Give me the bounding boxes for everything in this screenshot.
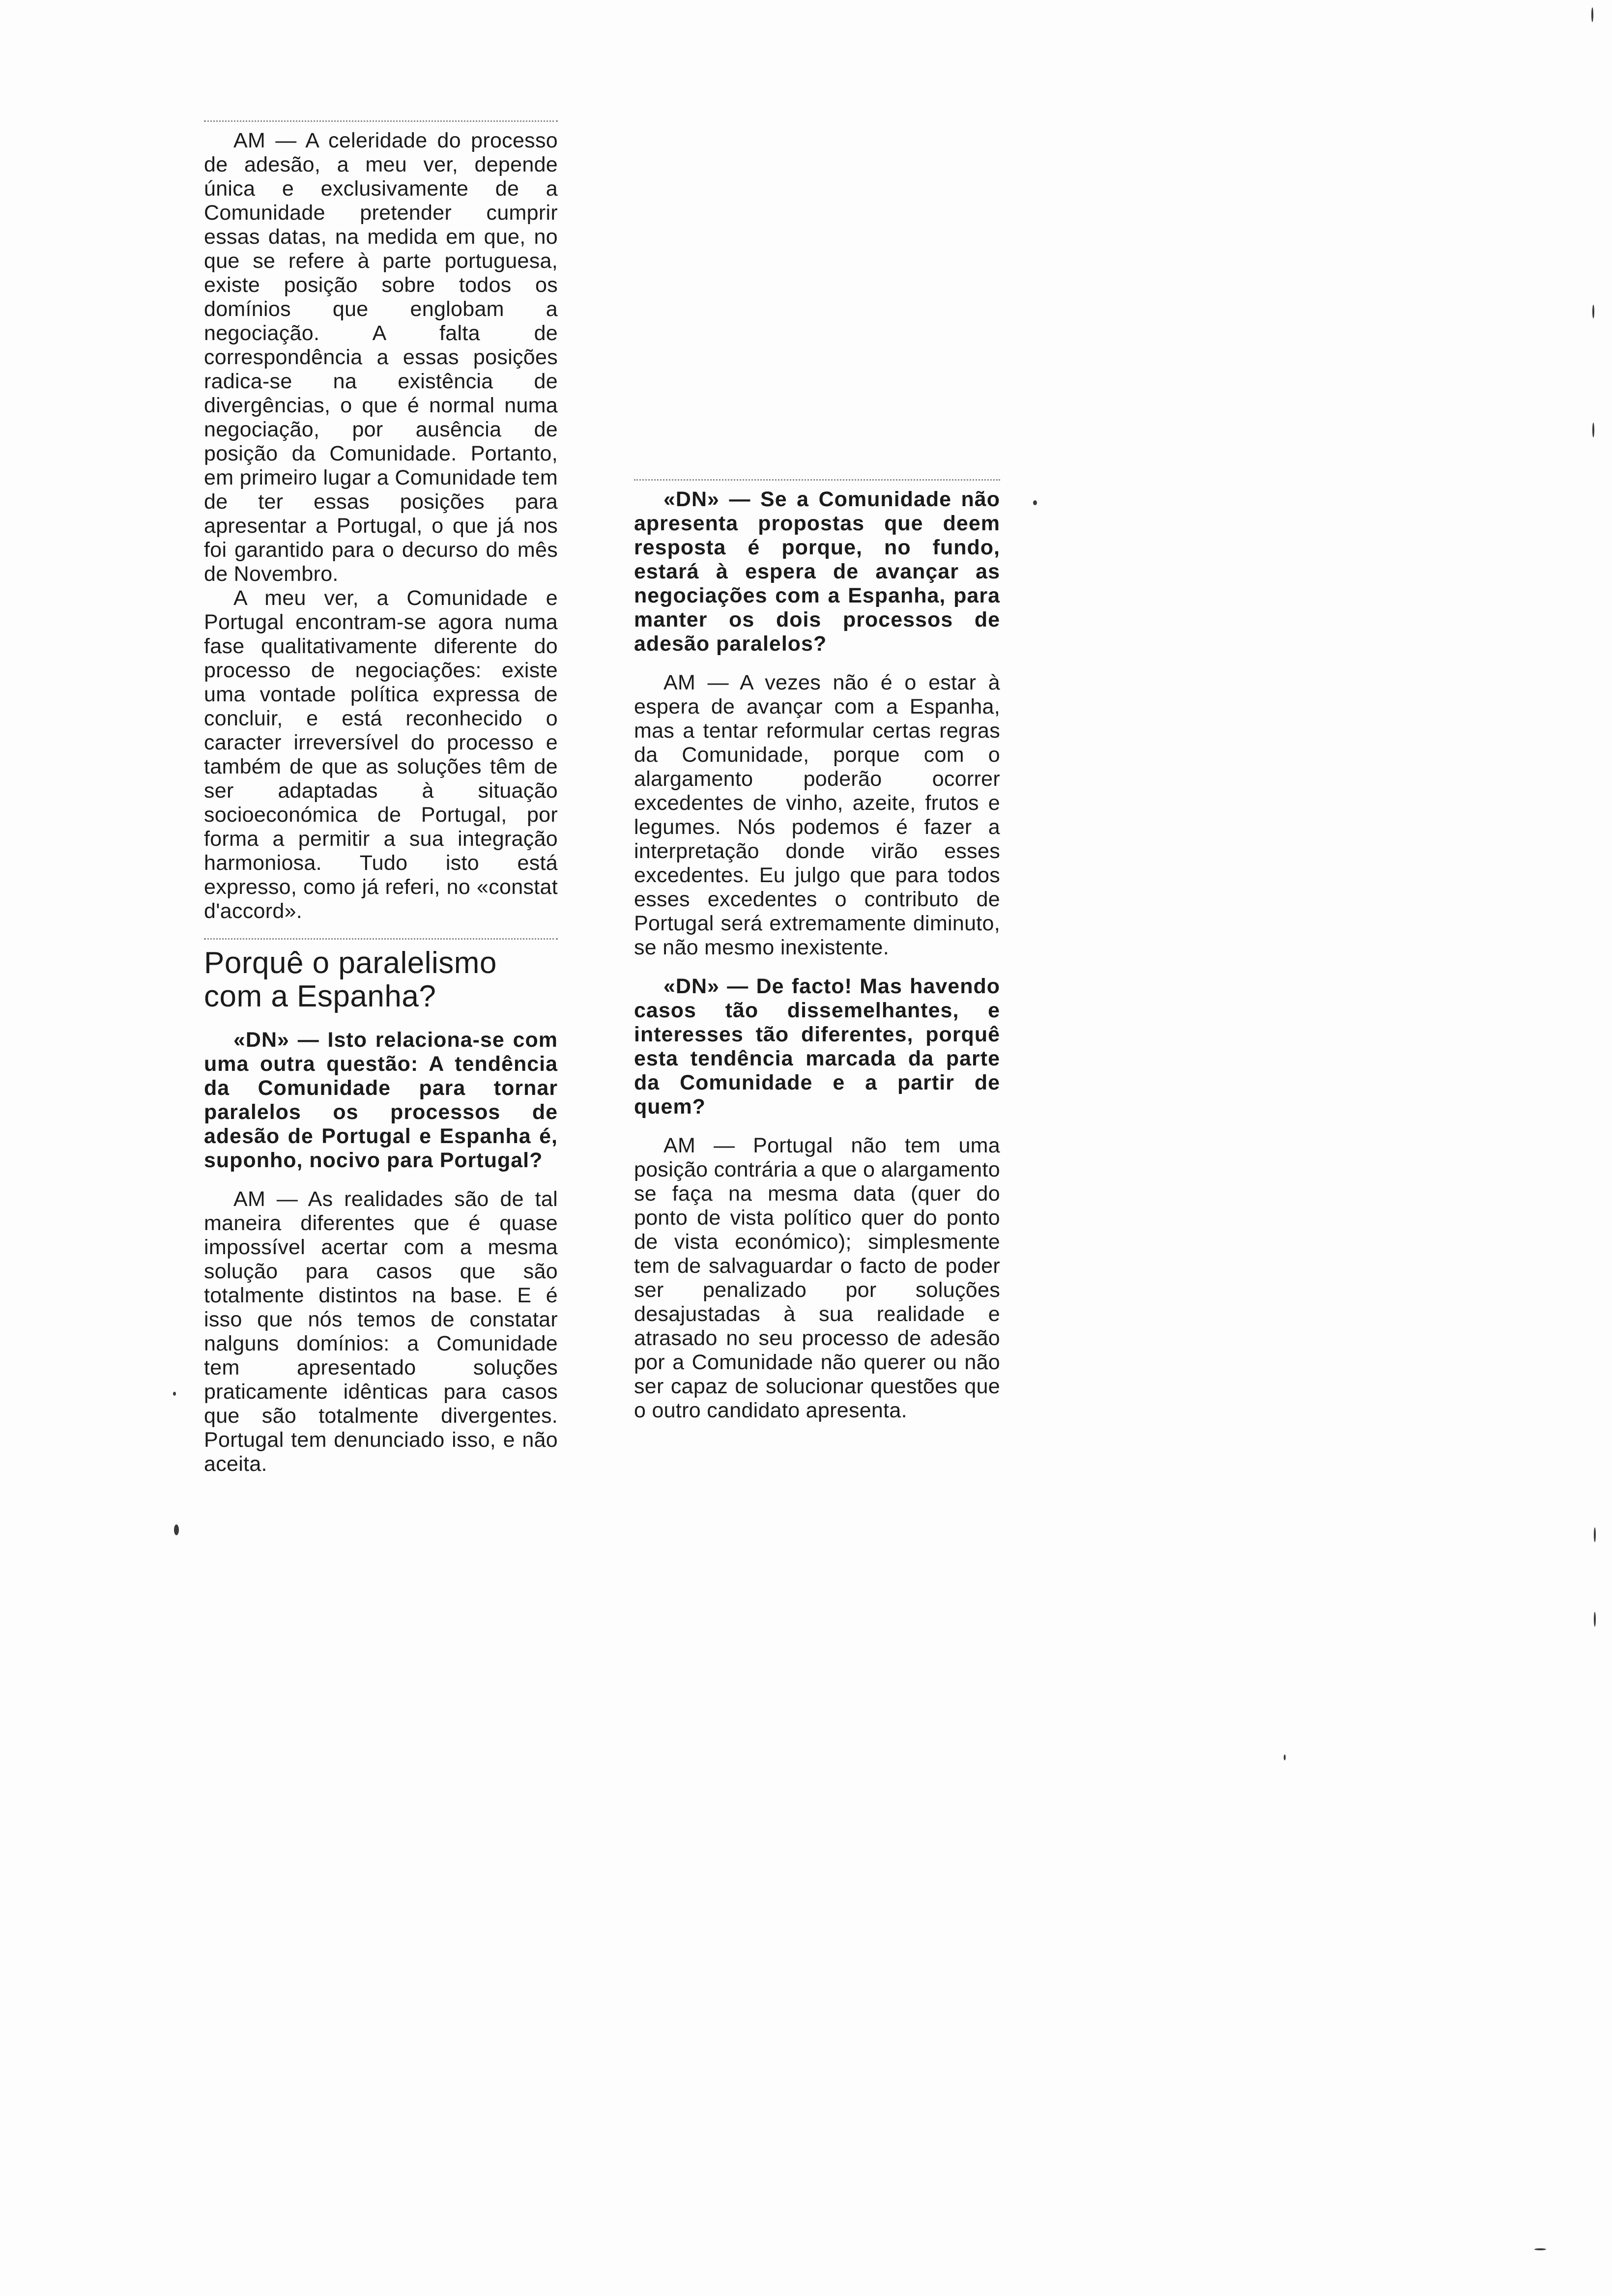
- top-rule: [204, 120, 558, 125]
- scan-speck: [1594, 1612, 1596, 1627]
- question-paragraph: «DN» — Isto relaciona-se com uma outra questão: A tendência da Comunidade para tornar paralelos os processos de adesão de Portugal e Espanha é, suponho, nocivo para Portugal?: [204, 1028, 558, 1172]
- scan-speck: [1592, 423, 1594, 437]
- scan-speck: [1033, 500, 1037, 505]
- scan-speck: [1591, 7, 1593, 22]
- scan-speck: [173, 1392, 176, 1396]
- answer-paragraph: AM — As realidades são de tal maneira diferentes que é quase impossível acertar com a mesma solução para casos que são totalmente distintos na base. E é isso que nós temos de constatar nalguns domínios: a Comunidade tem apresentado soluções praticamente idênticas para casos que são totalmente divergentes. Portugal tem denunciado isso, e não aceita.: [204, 1187, 558, 1476]
- answer-paragraph: AM — Portugal não tem uma posição contrária a que o alargamento se faça na mesma data (quer do ponto de vista político quer do ponto de vista económico); simplesmente tem de salvaguardar o facto de poder ser penalizado por soluções desajustadas à sua realidade e atrasado no seu processo de adesão por a Comunidade não querer ou não ser capaz de solucionar questões que o outro candidato apresenta.: [634, 1134, 1000, 1422]
- left-column: [204, 120, 558, 1476]
- right-column: [634, 479, 1000, 1423]
- scan-speck: [1284, 1754, 1286, 1760]
- answer-paragraph: AM — A vezes não é o estar à espera de avançar com a Espanha, mas a tentar reformular certas regras da Comunidade, porque com o alargamento poderão ocorrer excedentes de vinho, azeite, frutos e legumes. Nós podemos é fazer a interpretação donde virão esses excedentes. Eu julgo que para todos esses excedentes o contributo de Portugal será extremamente diminuto, se não mesmo inexistente.: [634, 671, 1000, 959]
- scan-speck: [1534, 2248, 1546, 2250]
- section-heading: Porquê o paralelismo com a Espanha?: [204, 946, 497, 1013]
- question-paragraph: «DN» — De facto! Mas havendo casos tão dissemelhantes, e interesses tão diferentes, porquê esta tendência marcada da parte da Comunidade e a partir de quem?: [634, 975, 1000, 1119]
- section-rule: [204, 938, 558, 943]
- scan-speck: [1594, 1527, 1596, 1542]
- scan-speck: [174, 1524, 179, 1535]
- answer-paragraph: A meu ver, a Comunidade e Portugal encontram-se agora numa fase qualitativamente diferente do processo de negociações: existe uma vontade política expressa de concluir, e está reconhecido o caracter irreversível do processo e também de que as soluções têm de ser adaptadas à situação socioeconómica de Portugal, por forma a permitir a sua integração harmoniosa. Tudo isto está expresso, como já referi, no «constat d'accord».: [204, 586, 558, 923]
- top-rule: [634, 479, 1000, 484]
- answer-paragraph: AM — A celeridade do processo de adesão, a meu ver, depende única e exclusivamente de a Comunidade pretender cumprir essas datas, na medida em que, no que se refere à parte portuguesa, existe posição sobre todos os domínios que englobam a negociação. A falta de correspondência a essas posições radica-se na existência de divergências, o que é normal numa negociação, por ausência de posição da Comunidade. Portanto, em primeiro lugar a Comunidade tem de ter essas posições para apresentar a Portugal, o que já nos foi garantido para o decurso do mês de Novembro.: [204, 129, 558, 586]
- scan-speck: [1592, 305, 1594, 318]
- question-paragraph: «DN» — Se a Comunidade não apresenta propostas que deem resposta é porque, no fundo, estará à espera de avançar as negociações com a Espanha, para manter os dois processos de adesão paralelos?: [634, 488, 1000, 656]
